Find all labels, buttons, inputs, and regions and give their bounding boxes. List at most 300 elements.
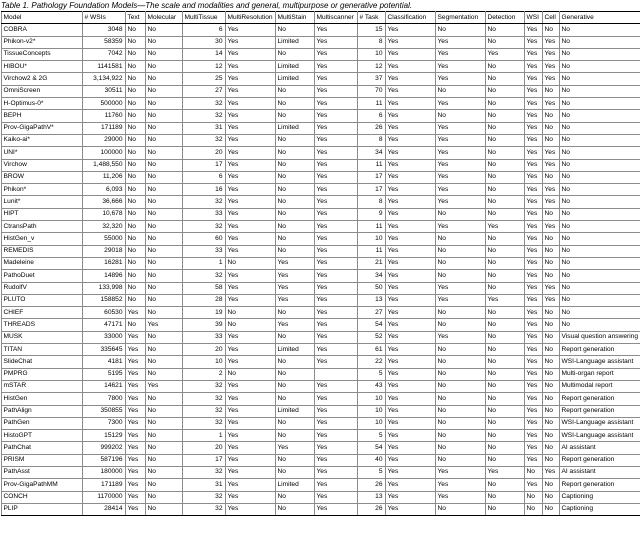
table-cell: No	[524, 466, 542, 478]
table-cell: No	[275, 171, 314, 183]
table-cell: 350855	[82, 405, 125, 417]
table-cell: Yes	[145, 319, 182, 331]
table-cell: No	[485, 147, 524, 159]
table-cell: 6	[182, 24, 225, 36]
table-cell: No	[125, 319, 145, 331]
table-cell: Yes	[524, 380, 542, 392]
table-row	[1, 233, 640, 245]
table-cell: No	[485, 282, 524, 294]
table-cell: No	[125, 282, 145, 294]
table-cell: No	[125, 221, 145, 233]
table-cell: Yes	[385, 417, 435, 429]
table-cell: 1	[182, 257, 225, 269]
table-cell: Limited	[275, 344, 314, 356]
table-cell: WSI-Language assistant	[559, 430, 640, 442]
table-row	[1, 417, 640, 429]
table-cell: 43	[357, 380, 385, 392]
table-cell: No	[125, 110, 145, 122]
column-header: Detection	[485, 12, 524, 24]
table-cell: Yes	[225, 331, 275, 343]
table-cell: AI assistant	[559, 466, 640, 478]
table-cell: No	[524, 503, 542, 515]
table-cell: Yes	[385, 405, 435, 417]
column-header: # WSIs	[82, 12, 125, 24]
table-cell: No	[145, 257, 182, 269]
table-cell: 70	[357, 85, 385, 97]
table-cell: 21	[357, 257, 385, 269]
table-cell: Yes	[125, 491, 145, 503]
table-cell: Yes	[385, 221, 435, 233]
table-cell: No	[435, 380, 485, 392]
table-cell: No	[145, 208, 182, 220]
table-cell: 33000	[82, 331, 125, 343]
table-cell: No	[145, 134, 182, 146]
table-cell: No	[559, 307, 640, 319]
table-cell: Yes	[435, 134, 485, 146]
table-cell: Yes	[385, 294, 435, 306]
column-header: Cell	[542, 12, 559, 24]
header-row	[1, 12, 640, 24]
table-cell: Yes	[524, 61, 542, 73]
table-cell: Yes	[435, 294, 485, 306]
table-cell: Yes	[314, 466, 357, 478]
table-cell: No	[435, 208, 485, 220]
table-cell: 15129	[82, 430, 125, 442]
table-cell: Yes	[314, 454, 357, 466]
table-cell: Yes	[435, 171, 485, 183]
table-cell: 15	[357, 24, 385, 36]
table-cell: Yes	[435, 221, 485, 233]
table-cell: Yes	[524, 122, 542, 134]
table-cell: 60530	[82, 307, 125, 319]
table-cell: Yes	[524, 356, 542, 368]
model-name-cell: PathoDuet	[1, 270, 82, 282]
table-cell: 20	[182, 344, 225, 356]
table-cell: 32,320	[82, 221, 125, 233]
table-cell: No	[145, 393, 182, 405]
table-cell: No	[145, 454, 182, 466]
table-cell: No	[125, 257, 145, 269]
model-name-cell: PRISM	[1, 454, 82, 466]
table-cell: Yes	[435, 466, 485, 478]
table-cell: No	[435, 356, 485, 368]
table-cell: 32	[182, 503, 225, 515]
table-cell: 7042	[82, 48, 125, 60]
model-name-cell: PLIP	[1, 503, 82, 515]
table-cell: Yes	[314, 282, 357, 294]
table-cell: No	[485, 491, 524, 503]
table-cell: No	[485, 196, 524, 208]
table-cell: Yes	[225, 122, 275, 134]
table-cell: Yes	[524, 221, 542, 233]
table-cell: Yes	[385, 233, 435, 245]
table-cell: 10	[357, 393, 385, 405]
table-cell: 17	[182, 159, 225, 171]
table-cell: No	[435, 442, 485, 454]
table-cell: Yes	[435, 282, 485, 294]
table-cell: No	[485, 245, 524, 257]
table-cell: No	[559, 319, 640, 331]
foundation-models-table	[1, 11, 640, 516]
table-cell: No	[485, 368, 524, 380]
table-cell: No	[485, 257, 524, 269]
table-cell: No	[485, 405, 524, 417]
table-cell: WSI-Language assistant	[559, 417, 640, 429]
table-cell: Yes	[225, 184, 275, 196]
table-cell: 28414	[82, 503, 125, 515]
table-cell: Yes	[314, 417, 357, 429]
column-header: Classification	[385, 12, 435, 24]
table-cell: Yes	[314, 307, 357, 319]
table-cell: No	[485, 85, 524, 97]
table-cell: 16	[182, 184, 225, 196]
table-cell: Yes	[385, 36, 435, 48]
table-cell: Yes	[314, 344, 357, 356]
table-cell: No	[485, 110, 524, 122]
table-cell: 32	[182, 380, 225, 392]
table-cell: No	[542, 171, 559, 183]
model-name-cell: HIBOU*	[1, 61, 82, 73]
table-cell: 58359	[82, 36, 125, 48]
table-cell: 100000	[82, 147, 125, 159]
table-cell: No	[559, 159, 640, 171]
table-cell: No	[542, 307, 559, 319]
table-row	[1, 319, 640, 331]
table-row	[1, 294, 640, 306]
table-row	[1, 36, 640, 48]
table-cell: 34	[357, 147, 385, 159]
table-cell: No	[125, 85, 145, 97]
table-cell: No	[145, 294, 182, 306]
table-cell: Yes	[524, 85, 542, 97]
table-cell: Yes	[225, 171, 275, 183]
table-cell: No	[275, 208, 314, 220]
table-cell: Yes	[275, 257, 314, 269]
table-cell: Yes	[225, 159, 275, 171]
table-cell: Report generation	[559, 393, 640, 405]
table-cell: No	[435, 368, 485, 380]
table-cell: Yes	[385, 48, 435, 60]
table-cell: Yes	[225, 356, 275, 368]
table-row	[1, 356, 640, 368]
table-cell: 29018	[82, 245, 125, 257]
column-header: Text	[125, 12, 145, 24]
table-cell: 16281	[82, 257, 125, 269]
table-cell: Yes	[524, 159, 542, 171]
table-cell: Yes	[385, 270, 435, 282]
table-cell: Yes	[542, 294, 559, 306]
table-row	[1, 479, 640, 491]
table-cell: Yes	[314, 294, 357, 306]
table-cell: Yes	[385, 479, 435, 491]
table-cell: Yes	[435, 491, 485, 503]
table-cell: 36,666	[82, 196, 125, 208]
table-cell: No	[485, 134, 524, 146]
table-cell: No	[225, 368, 275, 380]
table-cell: Yes	[385, 257, 435, 269]
table-cell: Yes	[314, 479, 357, 491]
model-name-cell: CONCH	[1, 491, 82, 503]
table-cell: No	[542, 430, 559, 442]
table-cell: Yes	[385, 147, 435, 159]
table-cell: No	[542, 245, 559, 257]
table-cell: Yes	[524, 479, 542, 491]
table-cell: Yes	[385, 430, 435, 442]
table-cell: No	[275, 466, 314, 478]
table-cell: 30511	[82, 85, 125, 97]
table-cell: Yes	[314, 196, 357, 208]
table-cell: No	[542, 24, 559, 36]
table-cell: No	[542, 393, 559, 405]
table-cell: Yes	[314, 85, 357, 97]
table-cell: Limited	[275, 479, 314, 491]
table-cell: Yes	[225, 98, 275, 110]
table-cell: Yes	[314, 184, 357, 196]
table-cell: Yes	[314, 430, 357, 442]
table-cell: No	[542, 356, 559, 368]
table-cell: Yes	[225, 454, 275, 466]
table-cell: No	[559, 196, 640, 208]
table-cell: No	[435, 405, 485, 417]
table-cell: No	[275, 221, 314, 233]
table-cell: Yes	[385, 184, 435, 196]
table-cell: Yes	[385, 122, 435, 134]
table-cell: Yes	[435, 61, 485, 73]
table-cell: No	[559, 48, 640, 60]
table-cell: 5	[357, 430, 385, 442]
column-header: MultiResolution	[225, 12, 275, 24]
table-cell: Yes	[385, 85, 435, 97]
table-cell: 3048	[82, 24, 125, 36]
table-cell: No	[275, 331, 314, 343]
table-cell: Limited	[275, 405, 314, 417]
table-cell: Yes	[542, 48, 559, 60]
table-cell: No	[145, 282, 182, 294]
table-cell: 10	[182, 356, 225, 368]
table-cell: No	[125, 270, 145, 282]
table-cell: No	[485, 442, 524, 454]
model-name-cell: Virchow2 & 2G	[1, 73, 82, 85]
table-cell: Yes	[524, 393, 542, 405]
column-header: Molecular	[145, 12, 182, 24]
table-cell: No	[275, 430, 314, 442]
table-row	[1, 307, 640, 319]
table-cell: No	[542, 233, 559, 245]
table-cell: 26	[357, 503, 385, 515]
table-cell: No	[275, 159, 314, 171]
table-cell: No	[145, 110, 182, 122]
table-cell: No	[145, 442, 182, 454]
table-cell: Yes	[275, 294, 314, 306]
table-cell: No	[559, 245, 640, 257]
table-cell: No	[485, 73, 524, 85]
table-cell: No	[485, 307, 524, 319]
model-name-cell: Kaiko-ai*	[1, 134, 82, 146]
table-cell: Limited	[275, 36, 314, 48]
table-cell: 26	[357, 122, 385, 134]
table-cell: No	[225, 319, 275, 331]
table-cell: Yes	[314, 171, 357, 183]
table-cell: No	[485, 356, 524, 368]
table-cell: Yes	[225, 85, 275, 97]
table-cell: No	[145, 61, 182, 73]
table-cell: 158852	[82, 294, 125, 306]
table-cell: Yes	[225, 430, 275, 442]
table-cell: Yes	[125, 454, 145, 466]
table-cell: No	[559, 294, 640, 306]
table-cell: 50	[357, 282, 385, 294]
table-cell: No	[145, 479, 182, 491]
table-cell: 32	[182, 221, 225, 233]
table-cell: 999202	[82, 442, 125, 454]
table-row	[1, 73, 640, 85]
table-cell: Yes	[125, 466, 145, 478]
table-cell: No	[145, 159, 182, 171]
table-cell: 12	[182, 61, 225, 73]
table-row	[1, 61, 640, 73]
table-cell: No	[145, 503, 182, 515]
table-cell: Yes	[314, 110, 357, 122]
model-name-cell: H-Optimus-0*	[1, 98, 82, 110]
table-row	[1, 159, 640, 171]
table-cell: Yes	[225, 61, 275, 73]
table-cell: Yes	[435, 196, 485, 208]
table-cell: 55000	[82, 233, 125, 245]
table-cell: No	[275, 134, 314, 146]
table-cell: Yes	[314, 393, 357, 405]
table-row	[1, 442, 640, 454]
table-cell: Yes	[314, 442, 357, 454]
table-cell: Yes	[524, 405, 542, 417]
table-cell: No	[145, 307, 182, 319]
table-cell: Yes	[385, 307, 435, 319]
table-cell: 52	[357, 331, 385, 343]
table-cell: No	[435, 430, 485, 442]
model-name-cell: PathAsst	[1, 466, 82, 478]
table-cell: No	[542, 417, 559, 429]
table-cell: 9	[357, 208, 385, 220]
table-cell: 58	[182, 282, 225, 294]
table-cell: No	[125, 196, 145, 208]
table-cell: No	[275, 380, 314, 392]
table-cell: 27	[182, 85, 225, 97]
table-cell: Yes	[225, 110, 275, 122]
table-cell: Yes	[145, 380, 182, 392]
table-cell: Limited	[275, 122, 314, 134]
table-cell: 31	[182, 479, 225, 491]
table-cell: No	[542, 122, 559, 134]
table-cell: 47171	[82, 319, 125, 331]
table-cell: Report generation	[559, 454, 640, 466]
table-cell: Yes	[542, 221, 559, 233]
table-cell: No	[542, 454, 559, 466]
model-name-cell: HIPT	[1, 208, 82, 220]
table-cell: Report generation	[559, 405, 640, 417]
table-cell: 12	[357, 61, 385, 73]
table-cell: 3,134,922	[82, 73, 125, 85]
table-cell: No	[145, 36, 182, 48]
column-header: MultiTissue	[182, 12, 225, 24]
table-cell: No	[559, 208, 640, 220]
table-cell: No	[435, 393, 485, 405]
table-cell: No	[145, 73, 182, 85]
table-cell: 32	[182, 110, 225, 122]
table-cell: Yes	[314, 233, 357, 245]
table-cell: 1170000	[82, 491, 125, 503]
table-cell: Yes	[385, 368, 435, 380]
table-cell: Yes	[524, 24, 542, 36]
table-cell: No	[275, 307, 314, 319]
table-cell: 31	[182, 122, 225, 134]
table-cell: No	[145, 491, 182, 503]
table-cell: Yes	[225, 245, 275, 257]
table-cell: 25	[182, 73, 225, 85]
table-cell: 4181	[82, 356, 125, 368]
table-cell: 13	[357, 491, 385, 503]
table-cell: No	[125, 98, 145, 110]
table-cell: No	[125, 48, 145, 60]
table-cell: No	[145, 417, 182, 429]
table-cell	[314, 368, 357, 380]
table-cell: Captioning	[559, 503, 640, 515]
table-cell: Yes	[385, 454, 435, 466]
table-cell: No	[145, 430, 182, 442]
table-cell: Yes	[314, 122, 357, 134]
table-cell: AI assistant	[559, 442, 640, 454]
table-cell: No	[275, 491, 314, 503]
table-cell: 39	[182, 319, 225, 331]
table-cell: No	[145, 466, 182, 478]
table-cell: 335645	[82, 344, 125, 356]
table-cell: Yes	[524, 442, 542, 454]
table-cell: No	[542, 380, 559, 392]
table-cell: No	[435, 454, 485, 466]
table-cell: Yes	[524, 344, 542, 356]
table-cell: 20	[182, 442, 225, 454]
table-cell: No	[542, 442, 559, 454]
table-cell: 180000	[82, 466, 125, 478]
table-cell: Yes	[125, 331, 145, 343]
table-cell: No	[275, 356, 314, 368]
table-cell: Yes	[524, 454, 542, 466]
table-cell: No	[145, 344, 182, 356]
table-cell: 10	[357, 417, 385, 429]
table-cell: No	[275, 233, 314, 245]
table-cell: Yes	[314, 319, 357, 331]
table-cell: No	[435, 245, 485, 257]
table-cell: Yes	[385, 98, 435, 110]
table-cell: Yes	[314, 98, 357, 110]
table-cell: Yes	[225, 380, 275, 392]
table-cell: Yes	[314, 48, 357, 60]
table-cell: 32	[182, 417, 225, 429]
model-name-cell: PathChat	[1, 442, 82, 454]
table-cell: No	[485, 454, 524, 466]
model-name-cell: Phikon*	[1, 184, 82, 196]
table-cell: Yes	[125, 503, 145, 515]
table-cell: 13	[357, 294, 385, 306]
table-cell: No	[125, 134, 145, 146]
table-cell: Multimodal report	[559, 380, 640, 392]
table-row	[1, 85, 640, 97]
table-cell: Yes	[385, 171, 435, 183]
table-cell: 6,093	[82, 184, 125, 196]
table-cell: No	[275, 368, 314, 380]
model-name-cell: BROW	[1, 171, 82, 183]
table-row	[1, 48, 640, 60]
table-cell: 32	[182, 466, 225, 478]
table-cell: No	[542, 270, 559, 282]
